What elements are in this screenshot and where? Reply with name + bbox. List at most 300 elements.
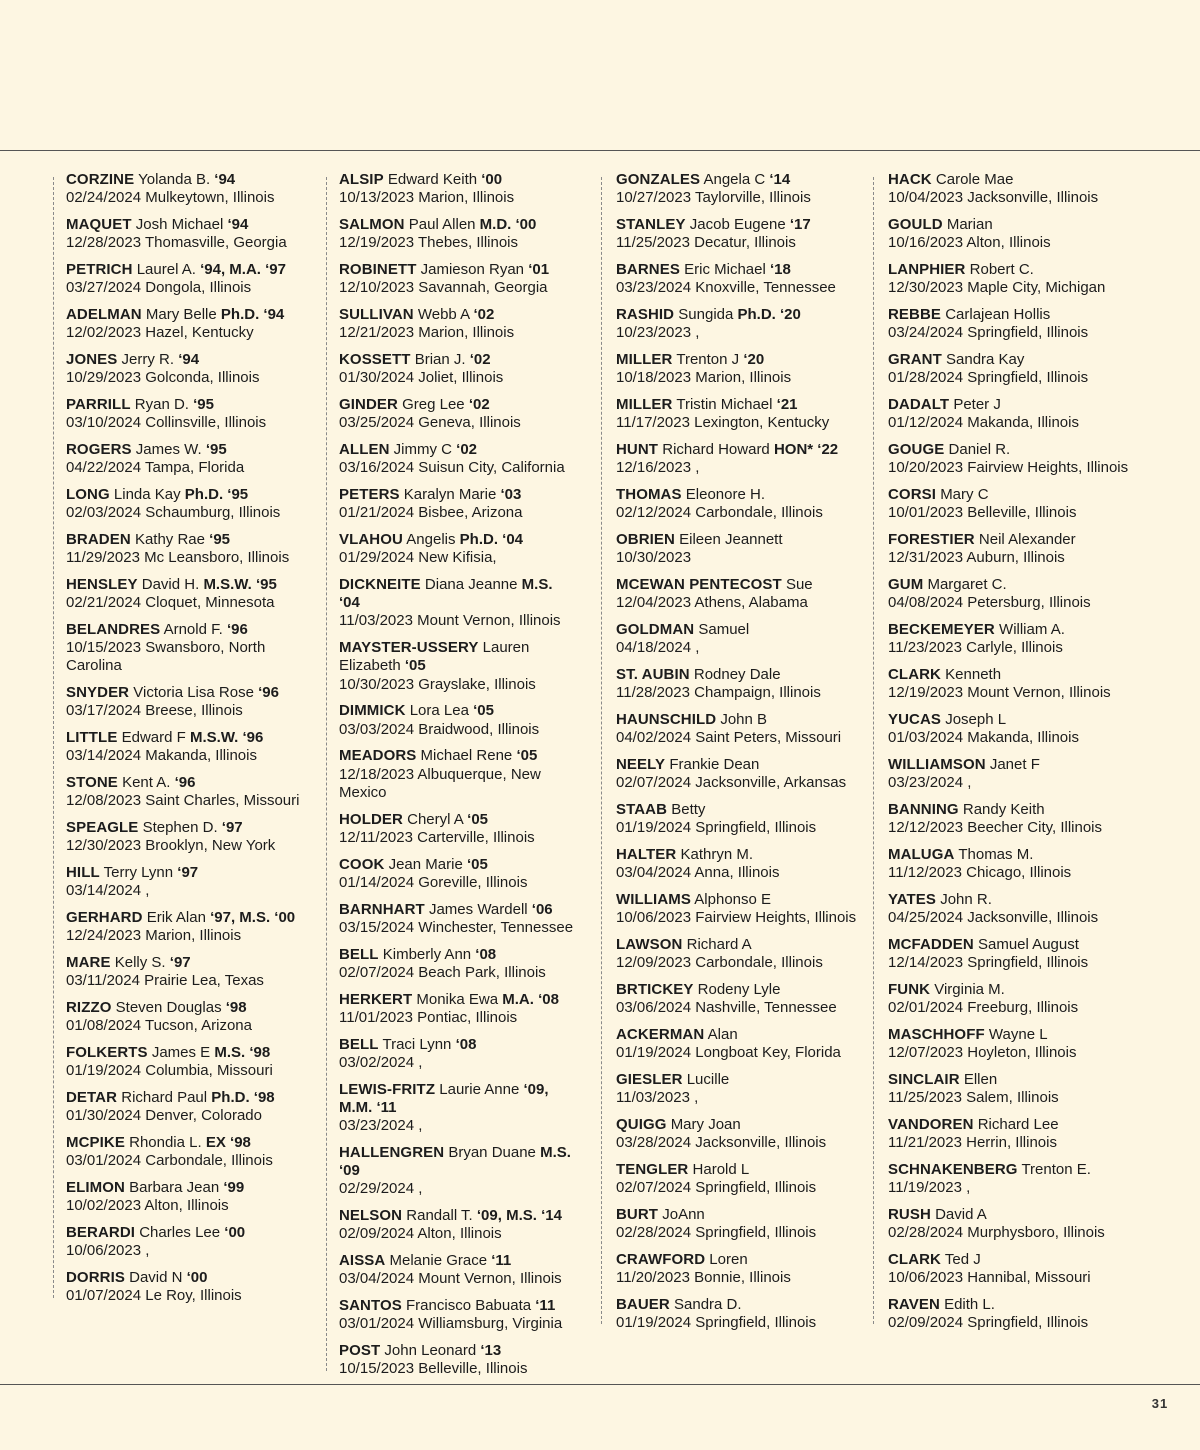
entry-date-location: 12/10/2023 Savannah, Georgia bbox=[339, 279, 548, 297]
entry-degree: ‘02 bbox=[473, 305, 495, 323]
entry-surname: WILLIAMSON bbox=[888, 755, 986, 773]
entry-date-location: 12/14/2023 Springfield, Illinois bbox=[888, 954, 1089, 972]
entry-given-name: James W. bbox=[135, 440, 202, 458]
obituary-entry bbox=[339, 396, 576, 433]
entry-degree: ‘21 bbox=[776, 395, 798, 413]
entry-surname: HACK bbox=[888, 171, 932, 188]
entry-given-name: Kenneth bbox=[945, 665, 1002, 683]
entry-degree: Ph.D. ‘95 bbox=[184, 485, 249, 503]
entry-given-name: Lucille bbox=[686, 1070, 730, 1088]
entry-date-location: 01/03/2024 Makanda, Illinois bbox=[888, 729, 1079, 747]
entry-degree: ‘17 bbox=[789, 215, 811, 233]
entry-date-location: 02/01/2024 Freeburg, Illinois bbox=[888, 999, 1079, 1017]
entry-given-name: Arnold F. bbox=[163, 620, 223, 638]
obituary-entry bbox=[616, 216, 863, 253]
entry-given-name: Laurie Anne bbox=[439, 1080, 520, 1098]
obituary-entry bbox=[339, 351, 576, 388]
obituary-entry bbox=[339, 811, 576, 848]
entry-date-location: 03/02/2024 , bbox=[339, 1053, 423, 1071]
entry-surname: ADELMAN bbox=[66, 305, 142, 323]
obituary-entry bbox=[339, 306, 576, 343]
entry-surname: VANDOREN bbox=[888, 1115, 974, 1133]
obituary-entry bbox=[616, 936, 863, 973]
entry-surname: MCPIKE bbox=[66, 1133, 125, 1151]
entry-surname: LEWIS-FRITZ bbox=[339, 1080, 436, 1098]
entry-degree: ‘11 bbox=[491, 1252, 512, 1270]
column-divider bbox=[873, 177, 874, 1324]
entry-surname: SINCLAIR bbox=[888, 1070, 960, 1088]
obituary-entry bbox=[888, 576, 1163, 613]
entry-date-location: 11/03/2023 , bbox=[616, 1088, 699, 1106]
entry-degree: ‘09, M.M. ‘11 bbox=[339, 1080, 549, 1116]
entry-given-name: Mary C bbox=[940, 485, 989, 503]
obituary-entry bbox=[339, 1297, 576, 1334]
entry-date-location: 12/21/2023 Marion, Illinois bbox=[339, 324, 515, 342]
entry-given-name: Carlajean Hollis bbox=[945, 305, 1051, 323]
entry-date-location: 10/06/2023 Fairview Heights, Illinois bbox=[616, 909, 857, 927]
obituary-entry bbox=[66, 351, 303, 388]
obituary-entry bbox=[888, 711, 1163, 748]
entry-given-name: Brian J. bbox=[414, 350, 466, 368]
entry-date-location: 11/25/2023 Salem, Illinois bbox=[888, 1088, 1059, 1106]
obituary-entry bbox=[888, 1251, 1163, 1288]
entry-date-location: 03/23/2024 , bbox=[339, 1117, 423, 1135]
obituary-entry bbox=[888, 396, 1163, 433]
entry-date-location: 03/11/2024 Prairie Lea, Texas bbox=[66, 972, 264, 990]
entry-date-location: 11/01/2023 Pontiac, Illinois bbox=[339, 1008, 518, 1026]
obituary-entry bbox=[888, 216, 1163, 253]
entry-date-location: 11/19/2023 , bbox=[888, 1178, 971, 1196]
entry-given-name: Jacob Eugene bbox=[689, 215, 786, 233]
entry-date-location: 01/28/2024 Springfield, Illinois bbox=[888, 369, 1089, 387]
entry-surname: DICKNEITE bbox=[339, 575, 421, 593]
entry-given-name: Rhondia L. bbox=[129, 1133, 202, 1151]
entry-surname: REBBE bbox=[888, 305, 942, 323]
obituary-entry bbox=[888, 486, 1163, 523]
entry-surname: BERARDI bbox=[66, 1223, 136, 1241]
entry-given-name: Diana Jeanne bbox=[424, 575, 518, 593]
entry-given-name: Laurel A. bbox=[136, 260, 196, 278]
entry-surname: LAWSON bbox=[616, 935, 683, 953]
entry-date-location: 11/23/2023 Carlyle, Illinois bbox=[888, 639, 1063, 657]
entry-degree: ‘05 bbox=[473, 702, 494, 720]
obituary-entry bbox=[616, 1026, 863, 1063]
entry-surname: BRADEN bbox=[66, 530, 131, 548]
entry-surname: BELANDRES bbox=[66, 620, 161, 638]
entry-date-location: 03/04/2024 Anna, Illinois bbox=[616, 864, 780, 882]
entry-surname: GOUGE bbox=[888, 440, 945, 458]
entry-given-name: Rodeny Lyle bbox=[697, 980, 781, 998]
entry-surname: WILLIAMS bbox=[616, 890, 691, 908]
entry-surname: SULLIVAN bbox=[339, 305, 414, 323]
top-rule bbox=[0, 150, 1200, 151]
entry-surname: MAYSTER-USSERY bbox=[339, 639, 479, 657]
entry-date-location: 01/07/2024 Le Roy, Illinois bbox=[66, 1287, 242, 1305]
entry-degree: ‘01 bbox=[528, 260, 550, 278]
entry-degree: ‘08 bbox=[455, 1035, 477, 1053]
entry-given-name: Lauren Elizabeth bbox=[339, 639, 530, 675]
entry-degree: ‘00 bbox=[224, 1223, 246, 1241]
entry-date-location: 10/15/2023 Swansboro, North Carolina bbox=[66, 639, 266, 675]
entry-degree: ‘94 bbox=[227, 215, 249, 233]
obituary-entry bbox=[616, 1296, 863, 1333]
entry-surname: MALUGA bbox=[888, 845, 955, 863]
entry-surname: QUIGG bbox=[616, 1115, 667, 1133]
entry-list bbox=[888, 171, 1163, 1332]
entry-date-location: 12/16/2023 , bbox=[616, 459, 700, 477]
obituary-entry bbox=[616, 801, 863, 838]
entry-surname: RUSH bbox=[888, 1205, 931, 1223]
obituary-entry bbox=[339, 1036, 576, 1073]
entry-given-name: John Leonard bbox=[384, 1342, 477, 1360]
obituary-entry bbox=[616, 891, 863, 928]
entry-surname: LANPHIER bbox=[888, 260, 966, 278]
entry-date-location: 12/02/2023 Hazel, Kentucky bbox=[66, 324, 254, 342]
entry-surname: GIESLER bbox=[616, 1070, 683, 1088]
entry-given-name: Michael Rene bbox=[420, 747, 513, 765]
obituary-entry bbox=[66, 531, 303, 568]
entry-surname: FORESTIER bbox=[888, 530, 975, 548]
obituary-entry bbox=[888, 171, 1163, 208]
entry-degree: ‘06 bbox=[531, 900, 553, 918]
obituary-entry bbox=[66, 819, 303, 856]
entry-date-location: 10/18/2023 Marion, Illinois bbox=[616, 369, 792, 387]
entry-given-name: Edith L. bbox=[944, 1295, 995, 1313]
obituary-entry bbox=[616, 711, 863, 748]
entry-given-name: Mary Joan bbox=[670, 1115, 741, 1133]
entry-degree: ‘02 bbox=[468, 395, 490, 413]
entry-degree: HON* ‘22 bbox=[773, 440, 839, 458]
obituary-entry bbox=[616, 846, 863, 883]
entry-surname: SNYDER bbox=[66, 684, 130, 702]
entry-given-name: Paul Allen bbox=[408, 215, 476, 233]
entry-list bbox=[616, 171, 863, 1332]
entry-degree: ‘98 bbox=[225, 999, 247, 1017]
entry-given-name: Jimmy C bbox=[393, 440, 452, 458]
entry-surname: BAUER bbox=[616, 1295, 670, 1313]
column-divider bbox=[601, 177, 602, 1324]
entry-surname: CRAWFORD bbox=[616, 1250, 706, 1268]
entry-surname: THOMAS bbox=[616, 485, 682, 503]
entry-date-location: 10/06/2023 Hannibal, Missouri bbox=[888, 1268, 1091, 1286]
obituary-entry bbox=[339, 1144, 576, 1199]
entry-date-location: 12/09/2023 Carbondale, Illinois bbox=[616, 954, 823, 972]
obituary-entry bbox=[888, 621, 1163, 658]
obituary-entry bbox=[888, 846, 1163, 883]
obituary-entry bbox=[888, 1026, 1163, 1063]
entry-date-location: 12/11/2023 Carterville, Illinois bbox=[339, 828, 535, 846]
entry-given-name: Eileen Jeannett bbox=[679, 530, 783, 548]
entry-date-location: 03/16/2024 Suisun City, California bbox=[339, 459, 565, 477]
entry-given-name: Edward F bbox=[121, 729, 186, 747]
obituary-entry bbox=[616, 261, 863, 298]
entry-given-name: Randall T. bbox=[406, 1207, 473, 1225]
entry-surname: HILL bbox=[66, 864, 100, 882]
entry-given-name: Peter J bbox=[953, 395, 1001, 413]
entry-surname: MAQUET bbox=[66, 215, 132, 233]
entry-date-location: 12/24/2023 Marion, Illinois bbox=[66, 927, 242, 945]
entry-surname: CLARK bbox=[888, 665, 941, 683]
entry-surname: GONZALES bbox=[616, 171, 701, 188]
entry-surname: AISSA bbox=[339, 1252, 386, 1270]
obituary-entry bbox=[339, 1207, 576, 1244]
entry-degree: ‘11 bbox=[535, 1297, 556, 1315]
entry-surname: BECKEMEYER bbox=[888, 620, 995, 638]
obituary-entry bbox=[339, 946, 576, 983]
entry-given-name: Yolanda B. bbox=[138, 171, 211, 188]
entry-surname: LITTLE bbox=[66, 729, 118, 747]
entry-date-location: 11/12/2023 Chicago, Illinois bbox=[888, 864, 1072, 882]
entry-degree: ‘97 bbox=[177, 864, 199, 882]
entry-given-name: Alphonso E bbox=[694, 890, 772, 908]
entry-date-location: 03/15/2024 Winchester, Tennessee bbox=[339, 918, 574, 936]
entry-surname: MASCHHOFF bbox=[888, 1025, 985, 1043]
entry-date-location: 11/28/2023 Champaign, Illinois bbox=[616, 684, 821, 702]
entry-surname: BELL bbox=[339, 945, 379, 963]
entry-degree: ‘18 bbox=[769, 260, 791, 278]
entry-surname: POST bbox=[339, 1342, 381, 1360]
entry-surname: YATES bbox=[888, 890, 937, 908]
entry-given-name: Kent A. bbox=[122, 774, 171, 792]
entry-surname: GOLDMAN bbox=[616, 620, 695, 638]
entry-surname: GUM bbox=[888, 575, 924, 593]
entry-date-location: 01/30/2024 Joliet, Illinois bbox=[339, 369, 504, 387]
entry-surname: HERKERT bbox=[339, 990, 413, 1008]
entry-degree: ‘96 bbox=[174, 774, 196, 792]
entry-given-name: Kimberly Ann bbox=[382, 945, 472, 963]
obituary-entry bbox=[616, 1116, 863, 1153]
obituary-entry bbox=[888, 1161, 1163, 1198]
entry-surname: GERHARD bbox=[66, 909, 143, 927]
obituary-entry bbox=[339, 639, 576, 694]
entry-date-location: 12/19/2023 Thebes, Illinois bbox=[339, 234, 519, 252]
entry-date-location: 02/28/2024 Springfield, Illinois bbox=[616, 1223, 817, 1241]
entry-date-location: 04/25/2024 Jacksonville, Illinois bbox=[888, 909, 1099, 927]
entry-date-location: 03/04/2024 Mount Vernon, Illinois bbox=[339, 1270, 562, 1288]
entry-degree: ‘03 bbox=[500, 485, 522, 503]
entry-degree: ‘96 bbox=[226, 620, 248, 638]
obituary-entry bbox=[66, 621, 303, 676]
obituary-entry bbox=[66, 909, 303, 946]
entry-date-location: 01/08/2024 Tucson, Arizona bbox=[66, 1017, 252, 1035]
entry-given-name: Joseph L bbox=[945, 710, 1007, 728]
entry-given-name: David A bbox=[935, 1205, 987, 1223]
entry-degree: ‘94 bbox=[178, 350, 200, 368]
entry-date-location: 10/04/2023 Jacksonville, Illinois bbox=[888, 189, 1099, 207]
obituary-entry bbox=[616, 1071, 863, 1108]
entry-date-location: 11/20/2023 Bonnie, Illinois bbox=[616, 1268, 791, 1286]
entry-given-name: James E bbox=[151, 1044, 211, 1061]
entry-surname: PETRICH bbox=[66, 260, 133, 278]
entry-given-name: Edward Keith bbox=[387, 171, 478, 188]
entry-date-location: 11/25/2023 Decatur, Illinois bbox=[616, 234, 796, 252]
obituary-column-2 bbox=[326, 171, 576, 1387]
entry-list bbox=[339, 171, 576, 1379]
obituary-entry bbox=[66, 1224, 303, 1261]
entry-given-name: Cheryl A bbox=[407, 810, 463, 828]
entry-given-name: Eleonore H. bbox=[685, 485, 765, 503]
entry-degree: ‘05 bbox=[467, 810, 489, 828]
entry-date-location: 12/28/2023 Thomasville, Georgia bbox=[66, 234, 287, 252]
entry-date-location: 02/09/2024 Springfield, Illinois bbox=[888, 1313, 1089, 1331]
obituary-entry bbox=[66, 306, 303, 343]
entry-date-location: 12/30/2023 Maple City, Michigan bbox=[888, 279, 1106, 297]
entry-degree: ‘94 bbox=[214, 171, 236, 188]
entry-given-name: Loren bbox=[709, 1250, 748, 1268]
entry-degree: ‘05 bbox=[404, 657, 426, 675]
entry-degree: ‘95 bbox=[193, 395, 214, 413]
entry-date-location: 12/18/2023 Albuquerque, New Mexico bbox=[339, 765, 541, 801]
entry-given-name: Traci Lynn bbox=[382, 1035, 452, 1053]
obituary-entry bbox=[888, 1206, 1163, 1243]
obituary-entry bbox=[66, 486, 303, 523]
entry-degree: ‘00 bbox=[481, 171, 503, 188]
obituary-entry bbox=[339, 1342, 576, 1379]
obituary-entry bbox=[616, 621, 863, 658]
obituary-entry bbox=[66, 1044, 303, 1081]
entry-surname: STAAB bbox=[616, 800, 668, 818]
obituary-entry bbox=[616, 1251, 863, 1288]
entry-date-location: 10/01/2023 Belleville, Illinois bbox=[888, 504, 1077, 522]
entry-date-location: 03/06/2024 Nashville, Tennessee bbox=[616, 999, 837, 1017]
entry-surname: HOLDER bbox=[339, 810, 403, 828]
entry-given-name: Randy Keith bbox=[962, 800, 1045, 818]
obituary-entry bbox=[888, 441, 1163, 478]
obituary-entry bbox=[66, 954, 303, 991]
entry-given-name: Terry Lynn bbox=[103, 864, 174, 882]
column-divider bbox=[53, 177, 54, 1298]
entry-date-location: 12/31/2023 Auburn, Illinois bbox=[888, 549, 1065, 567]
entry-given-name: Neil Alexander bbox=[978, 530, 1076, 548]
entry-surname: SPEAGLE bbox=[66, 819, 139, 837]
entry-given-name: Trenton J bbox=[676, 350, 740, 368]
entry-surname: RASHID bbox=[616, 305, 675, 323]
obituary-entry bbox=[339, 901, 576, 938]
obituary-entry bbox=[66, 684, 303, 721]
entry-given-name: Trenton E. bbox=[1021, 1160, 1091, 1178]
obituary-entry bbox=[888, 756, 1163, 793]
entry-given-name: Richard Paul bbox=[121, 1088, 208, 1106]
obituary-entry bbox=[888, 261, 1163, 298]
entry-given-name: John R. bbox=[940, 890, 992, 908]
obituary-entry bbox=[339, 441, 576, 478]
entry-degree: ‘00 bbox=[186, 1268, 208, 1286]
entry-date-location: 03/01/2024 Carbondale, Illinois bbox=[66, 1152, 273, 1170]
entry-date-location: 01/29/2024 New Kifisia, bbox=[339, 549, 497, 567]
obituary-entry bbox=[66, 261, 303, 298]
obituary-entry bbox=[616, 306, 863, 343]
entry-surname: OBRIEN bbox=[616, 530, 675, 548]
entry-given-name: Samuel August bbox=[977, 935, 1079, 953]
entry-date-location: 02/09/2024 Alton, Illinois bbox=[339, 1225, 502, 1243]
entry-given-name: Harold L bbox=[692, 1160, 750, 1178]
entry-date-location: 03/27/2024 Dongola, Illinois bbox=[66, 279, 252, 297]
entry-surname: NELSON bbox=[339, 1207, 403, 1225]
entry-date-location: 02/03/2024 Schaumburg, Illinois bbox=[66, 504, 281, 522]
entry-given-name: Carole Mae bbox=[935, 171, 1014, 188]
entry-date-location: 01/30/2024 Denver, Colorado bbox=[66, 1107, 262, 1125]
entry-degree: ‘09, M.S. ‘14 bbox=[476, 1207, 562, 1225]
entry-surname: VLAHOU bbox=[339, 530, 403, 548]
entry-surname: HALTER bbox=[616, 845, 677, 863]
entry-surname: BELL bbox=[339, 1035, 379, 1053]
entry-given-name: Steven Douglas bbox=[115, 999, 222, 1017]
entry-date-location: 01/19/2024 Springfield, Illinois bbox=[616, 819, 817, 837]
entry-surname: RAVEN bbox=[888, 1295, 940, 1313]
entry-date-location: 02/12/2024 Carbondale, Illinois bbox=[616, 504, 823, 522]
entry-degree: ‘97 bbox=[169, 954, 191, 972]
entry-date-location: 10/20/2023 Fairview Heights, Illinois bbox=[888, 459, 1129, 477]
entry-date-location: 02/21/2024 Cloquet, Minnesota bbox=[66, 594, 275, 612]
entry-list bbox=[66, 171, 303, 1306]
obituary-entry bbox=[616, 1206, 863, 1243]
obituary-entry bbox=[339, 171, 576, 208]
entry-given-name: Mary Belle bbox=[145, 305, 217, 323]
entry-date-location: 01/19/2024 Columbia, Missouri bbox=[66, 1062, 273, 1080]
entry-given-name: Melanie Grace bbox=[389, 1252, 488, 1270]
obituary-entry bbox=[66, 1134, 303, 1171]
entry-surname: DETAR bbox=[66, 1088, 118, 1106]
entry-given-name: Francisco Babuata bbox=[406, 1297, 532, 1315]
entry-given-name: Bryan Duane bbox=[448, 1143, 536, 1161]
entry-date-location: 10/30/2023 Grayslake, Illinois bbox=[339, 675, 536, 693]
entry-degree: Ph.D. ‘20 bbox=[737, 305, 801, 323]
entry-given-name: Sandra D. bbox=[674, 1295, 742, 1313]
obituary-entry bbox=[616, 756, 863, 793]
entry-surname: HENSLEY bbox=[66, 575, 138, 593]
entry-surname: ALSIP bbox=[339, 171, 384, 188]
entry-degree: M.D. ‘00 bbox=[479, 215, 537, 233]
obituary-entry bbox=[616, 576, 863, 613]
obituary-entry bbox=[888, 666, 1163, 703]
obituary-entry bbox=[339, 486, 576, 523]
obituary-entry bbox=[616, 351, 863, 388]
obituary-entry bbox=[339, 1081, 576, 1136]
entry-surname: ALLEN bbox=[339, 440, 390, 458]
entry-given-name: Ryan D. bbox=[134, 395, 189, 413]
entry-surname: BRTICKEY bbox=[616, 980, 694, 998]
entry-date-location: 01/19/2024 Springfield, Illinois bbox=[616, 1313, 817, 1331]
obituary-entry bbox=[888, 936, 1163, 973]
obituary-entry bbox=[888, 531, 1163, 568]
obituary-entry bbox=[888, 1296, 1163, 1333]
entry-surname: HUNT bbox=[616, 440, 659, 458]
entry-date-location: 01/21/2024 Bisbee, Arizona bbox=[339, 504, 523, 522]
entry-degree: ‘95 bbox=[209, 530, 231, 548]
obituary-entry bbox=[66, 1269, 303, 1306]
entry-date-location: 04/22/2024 Tampa, Florida bbox=[66, 459, 245, 477]
entry-given-name: Angelis bbox=[406, 530, 456, 548]
entry-given-name: Samuel bbox=[698, 620, 750, 638]
entry-given-name: Thomas M. bbox=[958, 845, 1034, 863]
entry-given-name: Linda Kay bbox=[113, 485, 181, 503]
entry-given-name: Margaret C. bbox=[927, 575, 1007, 593]
entry-degree: M.A. ‘08 bbox=[502, 990, 559, 1008]
entry-given-name: Ted J bbox=[944, 1250, 981, 1268]
entry-given-name: Betty bbox=[671, 800, 706, 818]
entry-given-name: Greg Lee bbox=[402, 395, 465, 413]
entry-degree: ‘13 bbox=[480, 1342, 502, 1360]
entry-surname: KOSSETT bbox=[339, 350, 411, 368]
entry-given-name: Kelly S. bbox=[114, 954, 166, 972]
entry-date-location: 02/07/2024 Beach Park, Illinois bbox=[339, 963, 546, 981]
entry-degree: ‘94, M.A. ‘97 bbox=[200, 260, 286, 278]
entry-date-location: 03/01/2024 Williamsburg, Virginia bbox=[339, 1315, 563, 1333]
entry-given-name: Richard A bbox=[686, 935, 752, 953]
entry-surname: MILLER bbox=[616, 395, 673, 413]
entry-date-location: 11/21/2023 Herrin, Illinois bbox=[888, 1133, 1057, 1151]
entry-date-location: 12/04/2023 Athens, Alabama bbox=[616, 594, 808, 612]
